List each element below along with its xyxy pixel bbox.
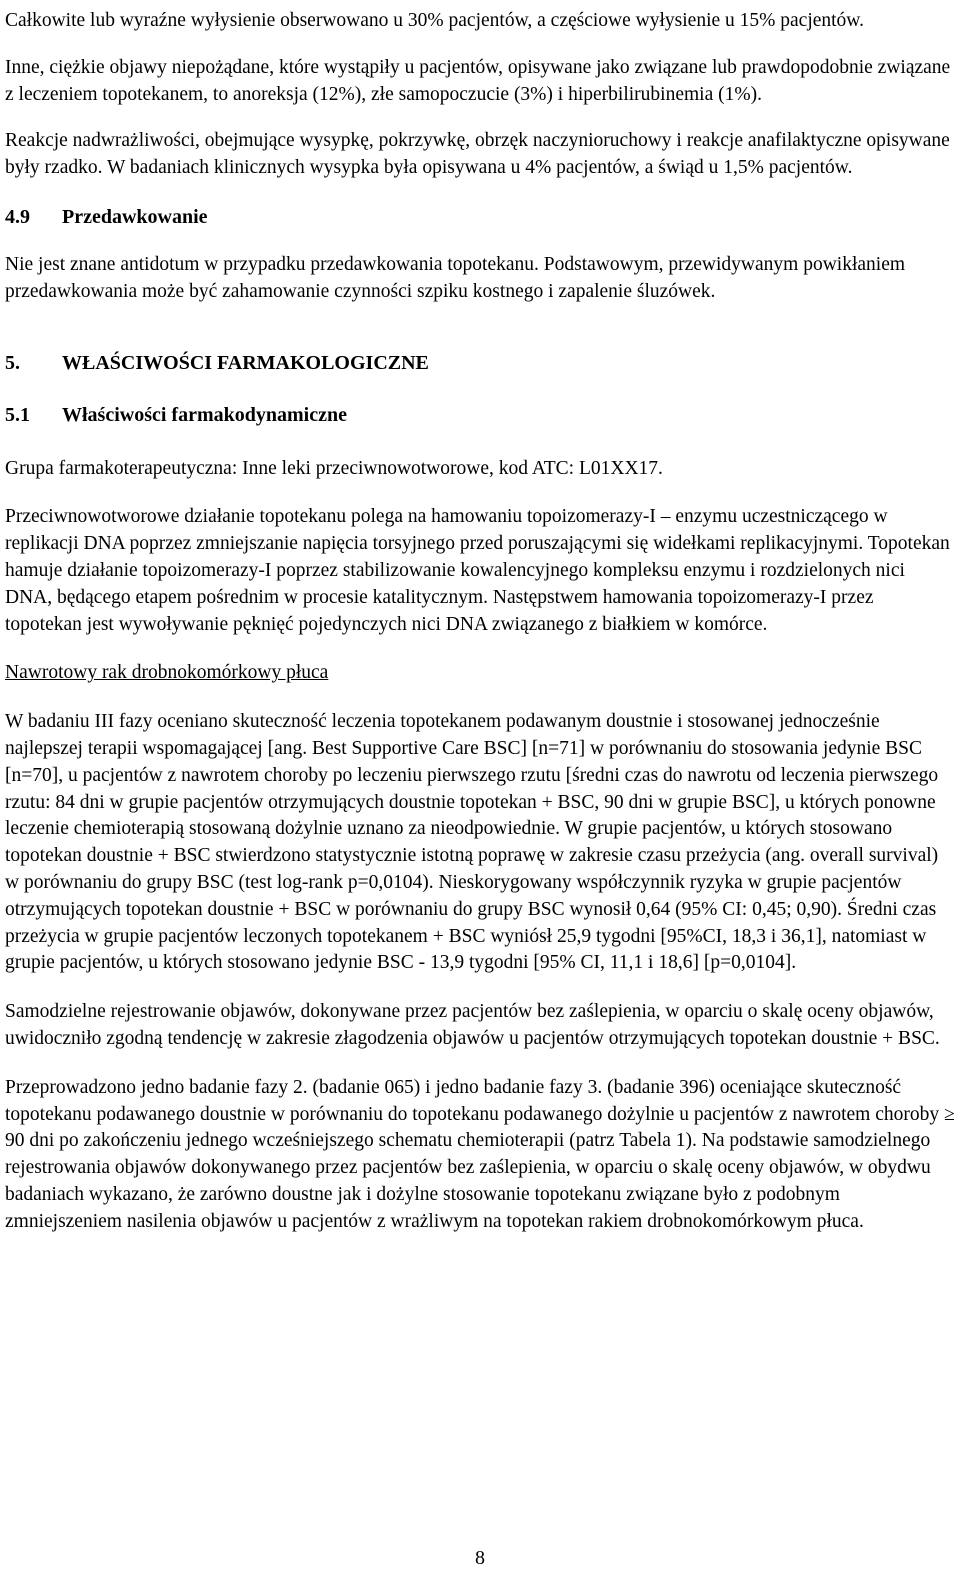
section-number: 5. <box>5 351 20 374</box>
subheading-relapsed-sclc: Nawrotowy rak drobnokomórkowy płuca <box>5 662 329 684</box>
paragraph-mechanism: Przeciwnowotworowe działanie topotekanu polega na hamowaniu topoizomerazy-I – enzymu uczestniczącego w replikacji DNA poprzez zmniejszanie napięcia torsyjnego przed poruszającymi się widełkami replikacyjnymi. Topotekan hamuje działanie topoizomerazy-I poprzez stabilizowanie kowalencyjnego kompleksu enzymu i rozdzielonych nici DNA, będącego etapem pośrednim w procesie katalitycznym. Następstwem hamowania topoizomerazy-I przez topotekan jest wywoływanie pęknięć pojedynczych nici DNA związanego z białkiem w komórce. <box>5 506 950 635</box>
section-number: 5.1 <box>5 403 30 426</box>
paragraph-alopecia: Całkowite lub wyraźne wyłysienie obserwowano u 30% pacjentów, a częściowe wyłysienie u 15% pacjentów. <box>5 10 864 31</box>
section-heading-5 <box>5 350 955 376</box>
paragraph-symptom-recording: Samodzielne rejestrowanie objawów, dokonywane przez pacjentów bez zaślepienia, w oparciu o skalę oceny objawów, uwidoczniło zgodną tendencję w zakresie złagodzenia objawów u pacjentów otrzymujących topotekan doustnie + BSC. <box>5 1001 940 1049</box>
paragraph-phase3-study: W badaniu III fazy oceniano skuteczność leczenia topotekanem podawanym doustnie i stosowanej jednocześnie najlepszej terapii wspomagającej [ang. Best Supportive Care BSC] [n=71] w porównaniu do stosowania jedynie BSC [n=70], u pacjentów z nawrotem choroby po leczeniu pierwszego rzutu [średni czas do nawrotu od leczenia pierwszego rzutu: 84 dni w grupie pacjentów otrzymujących doustnie topotekan + BSC, 90 dni w grupie BSC], u których ponowne leczenie chemioterapią stosowaną dożylnie uznano za nieodpowiednie. W grupie pacjentów, u których stosowano topotekan doustnie + BSC stwierdzono statystycznie istotną poprawę w zakresie czasu przeżycia (ang. overall survival) w porównaniu do grupy BSC (test log-rank p=0,0104). Nieskorygowany współczynnik ryzyka w grupie pacjentów otrzymujących topotekan doustnie + BSC w porównaniu do grupy BSC wynosił 0,64 (95% CI: 0,45; 0,90). Średni czas przeżycia w grupie pacjentów leczonych topotekanem + BSC wyniósł 25,9 tygodni [95%CI, 18,3 i 36,1], natomiast w grupie pacjentów, u których stosowano jedynie BSC - 13,9 tygodni [95% CI, 11,1 i 18,6] [p=0,0104]. <box>5 711 939 974</box>
paragraph-adverse-events: Inne, ciężkie objawy niepożądane, które wystąpiły u pacjentów, opisywane jako związane lub prawdopodobnie związane z leczeniem topotekanem, to anoreksja (12%), złe samopoczucie (3%) i hiperbilirubinemia (1%). <box>5 56 951 105</box>
section-number: 4.9 <box>5 205 30 228</box>
document-page <box>5 8 955 1236</box>
section-heading-4-9 <box>5 204 955 230</box>
section-title: Właściwości farmakodynamiczne <box>62 403 347 426</box>
section-title: Przedawkowanie <box>62 205 208 228</box>
paragraph-overdose: Nie jest znane antidotum w przypadku przedawkowania topotekanu. Podstawowym, przewidywanym powikłaniem przedawkowania może być zahamowanie czynności szpiku kostnego i zapalenie śluzówek. <box>5 253 906 302</box>
paragraph-pharmacotherapeutic-group: Grupa farmakoterapeutyczna: Inne leki przeciwnowotworowe, kod ATC: L01XX17. <box>5 457 663 479</box>
page-number: 8 <box>475 1547 485 1569</box>
paragraph-hypersensitivity: Reakcje nadwrażliwości, obejmujące wysypkę, pokrzywkę, obrzęk naczynioruchowy i reakcje anafilaktyczne opisywane były rzadko. W badaniach klinicznych wysypka była opisywana u 4% pacjentów, a świąd u 1,5% pacjentów. <box>5 130 950 179</box>
section-title: WŁAŚCIWOŚCI FARMAKOLOGICZNE <box>62 351 429 374</box>
paragraph-phase2-phase3: Przeprowadzono jedno badanie fazy 2. (badanie 065) i jedno badanie fazy 3. (badanie 396) oceniające skuteczność topotekanu podawanego doustnie w porównaniu do topotekanu podawanego dożylnie u pacjentów z nawrotem choroby ≥ 90 dni po zakończeniu jednego wcześniejszego schematu chemioterapii (patrz Tabela 1). Na podstawie samodzielnego rejestrowania objawów dokonywanego przez pacjentów bez zaślepienia, w oparciu o skalę oceny objawów, w obydwu badaniach wykazano, że zarówno doustne jak i dożylne stosowanie topotekanu związane było z podobnym zmniejszeniem nasilenia objawów u pacjentów z wrażliwym na topotekan rakiem drobnokomórkowym płuca. <box>5 1076 955 1232</box>
section-heading-5-1 <box>5 402 955 428</box>
